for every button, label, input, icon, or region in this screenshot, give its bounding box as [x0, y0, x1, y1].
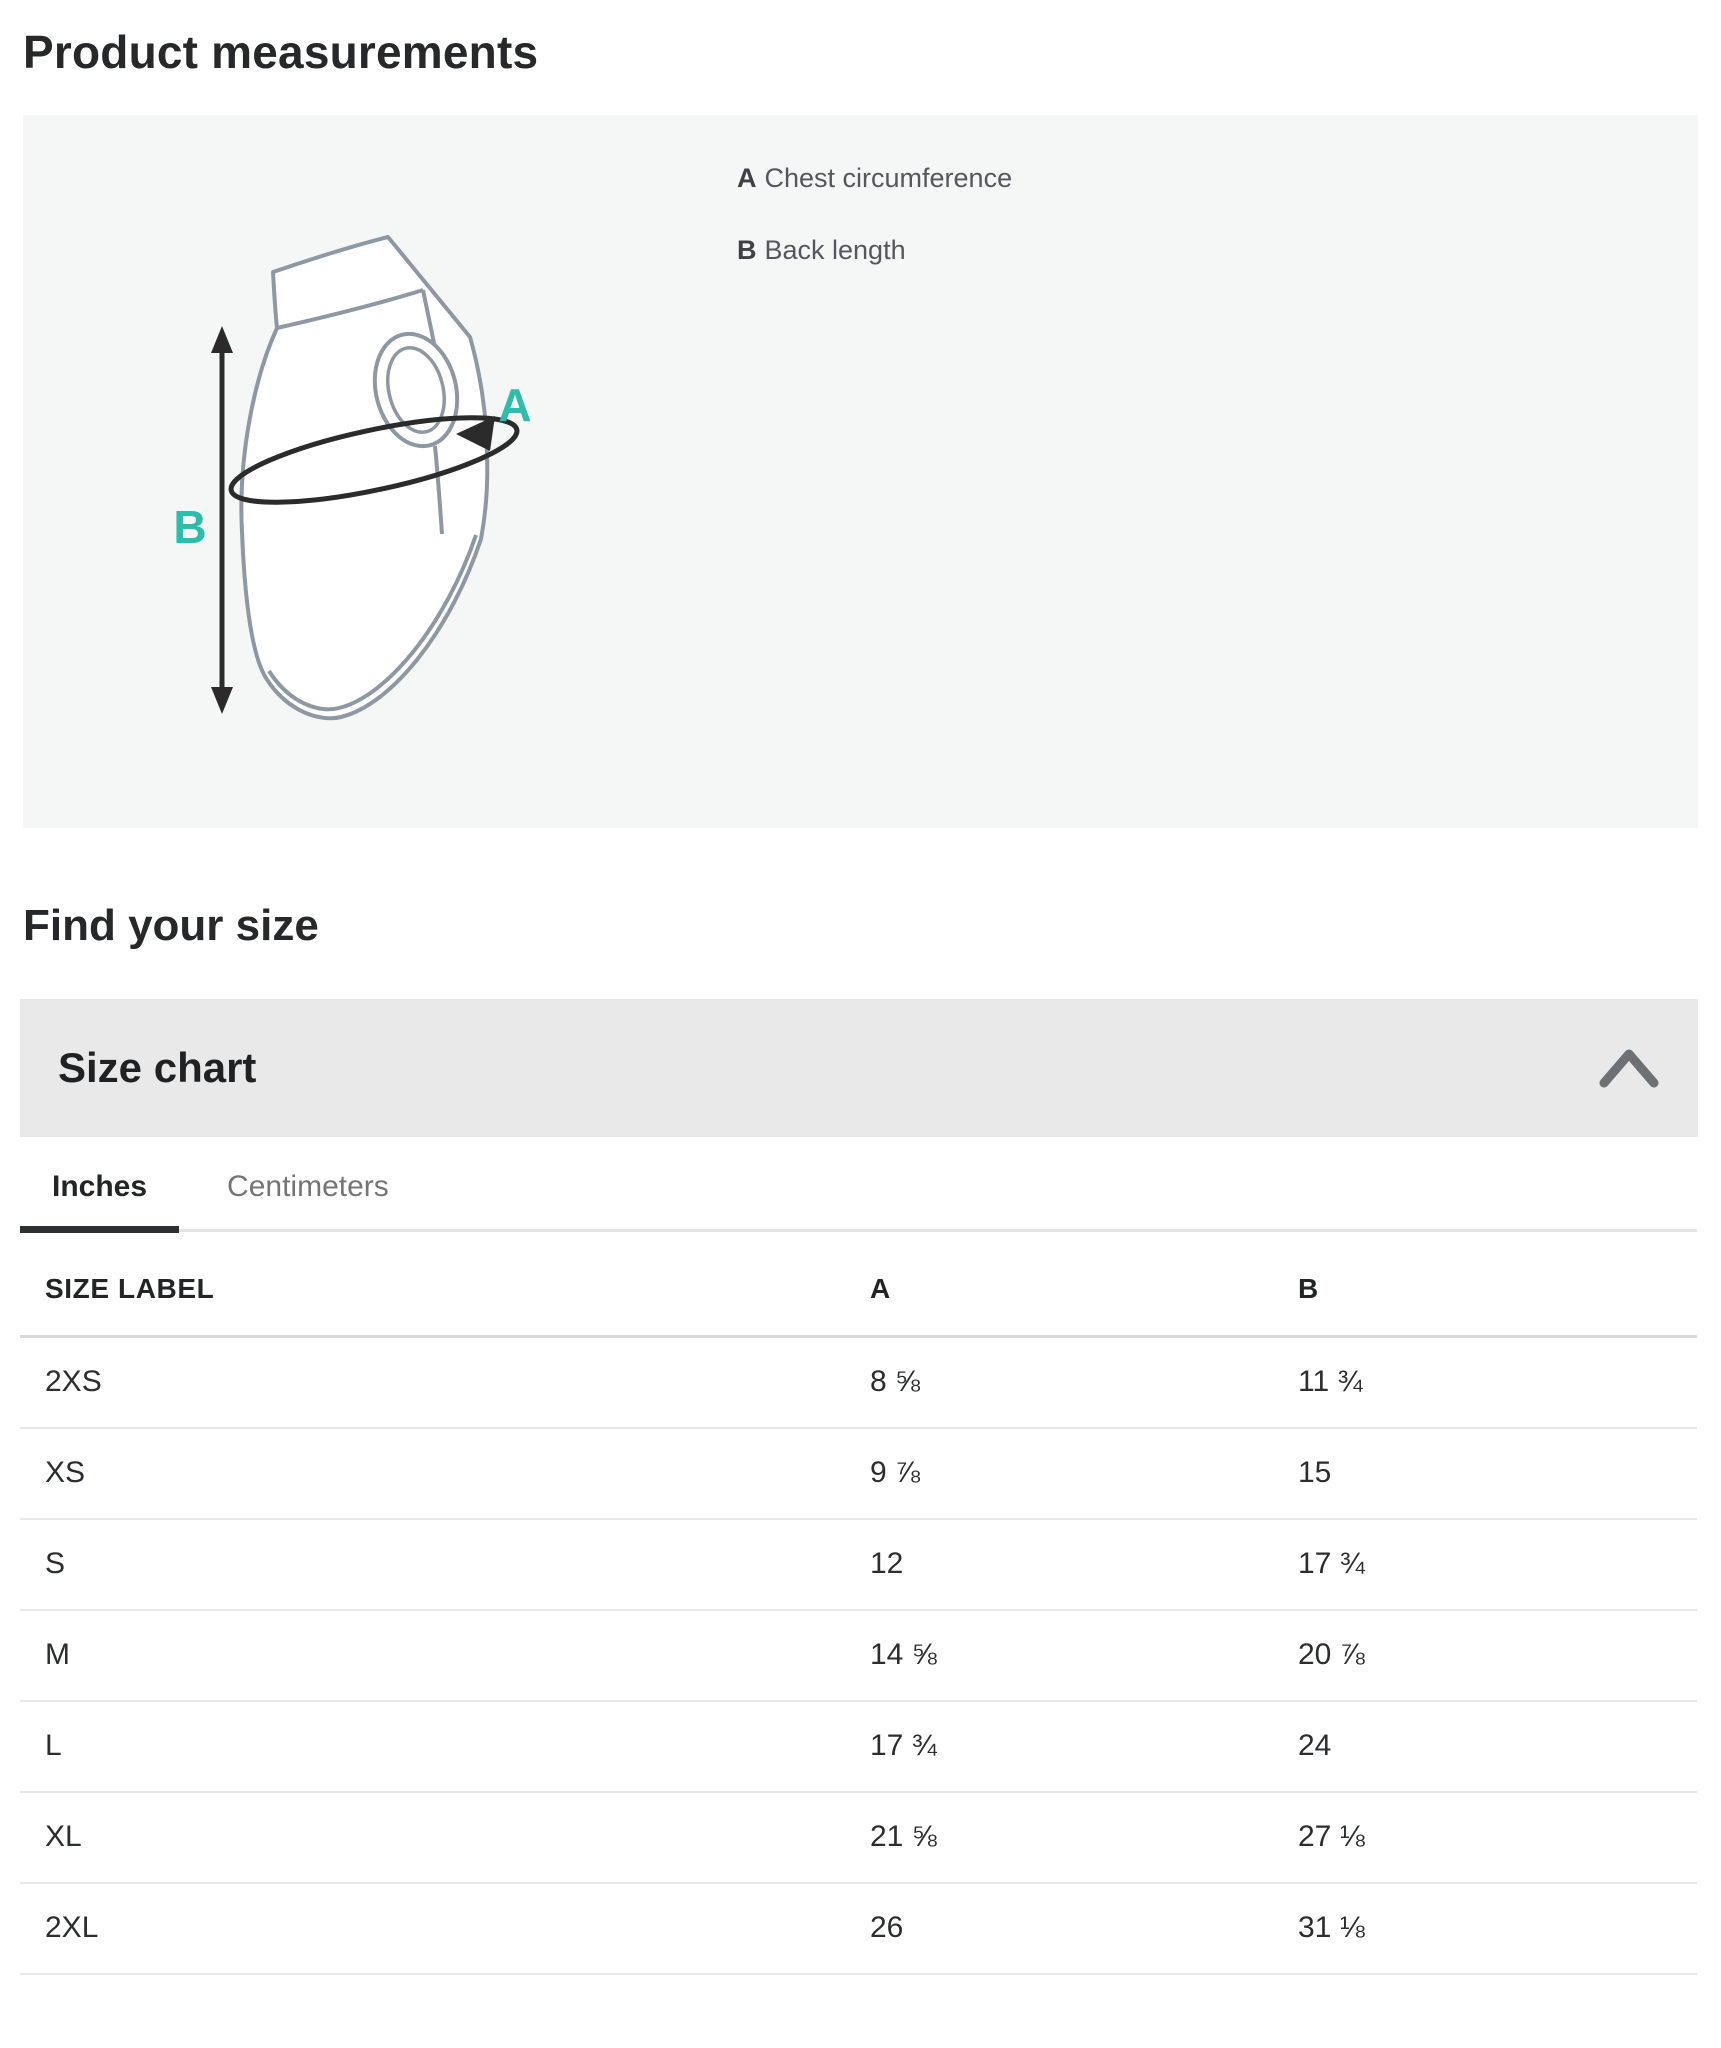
measurements-panel [23, 115, 1698, 828]
diagram-label-a: A [498, 379, 532, 431]
size-label-cell: 2XS [20, 1337, 870, 1428]
back-length-arrow [211, 326, 233, 714]
table-row [20, 1610, 1697, 1701]
table-row [20, 1519, 1697, 1610]
size-label-cell: 2XL [20, 1883, 870, 1974]
page-title: Product measurements [23, 26, 539, 78]
diagram-label-b: B [173, 501, 207, 553]
table-row [20, 1792, 1697, 1883]
unit-tabs [20, 1137, 1697, 1232]
table-header-row [20, 1232, 1697, 1337]
b-value-cell: 20 ⅞ [1298, 1610, 1697, 1701]
a-value-cell: 14 ⅝ [870, 1610, 1298, 1701]
size-label-cell: XS [20, 1428, 870, 1519]
a-value-cell: 26 [870, 1883, 1298, 1974]
dog-vest-illustration [241, 237, 487, 718]
legend-key-b: B [737, 235, 757, 265]
legend-label-a: Chest circumference [764, 163, 1013, 193]
b-value-cell: 27 ⅛ [1298, 1792, 1697, 1883]
size-label-cell: S [20, 1519, 870, 1610]
legend-item-back [737, 233, 1012, 268]
size-chart-table [20, 1232, 1697, 1975]
a-value-cell: 9 ⅞ [870, 1428, 1298, 1519]
table-row [20, 1337, 1697, 1428]
b-value-cell: 31 ⅛ [1298, 1883, 1697, 1974]
a-value-cell: 12 [870, 1519, 1298, 1610]
size-label-cell: XL [20, 1792, 870, 1883]
header-size-label: SIZE LABEL [20, 1232, 870, 1337]
size-label-cell: L [20, 1701, 870, 1792]
a-value-cell: 21 ⅝ [870, 1792, 1298, 1883]
b-value-cell: 15 [1298, 1428, 1697, 1519]
size-chart-title: Size chart [58, 1044, 257, 1091]
header-a: A [870, 1232, 1298, 1337]
chevron-up-icon [1598, 1047, 1660, 1089]
b-value-cell: 24 [1298, 1701, 1697, 1792]
size-label-cell: M [20, 1610, 870, 1701]
tab-inches[interactable]: Inches [20, 1155, 179, 1229]
table-row [20, 1428, 1697, 1519]
header-b: B [1298, 1232, 1697, 1337]
b-value-cell: 17 ¾ [1298, 1519, 1697, 1610]
table-row [20, 1701, 1697, 1792]
a-value-cell: 8 ⅝ [870, 1337, 1298, 1428]
tab-centimeters[interactable]: Centimeters [227, 1170, 389, 1203]
legend-item-chest [737, 161, 1012, 196]
legend-key-a: A [737, 163, 757, 193]
table-row [20, 1883, 1697, 1974]
garment-measurement-diagram [150, 210, 570, 730]
find-your-size-title: Find your size [23, 901, 319, 950]
legend-label-b: Back length [764, 235, 906, 265]
measurement-legend [737, 161, 1012, 305]
b-value-cell: 11 ¾ [1298, 1337, 1697, 1428]
a-value-cell: 17 ¾ [870, 1701, 1298, 1792]
size-chart-collapse-header[interactable] [20, 999, 1698, 1137]
